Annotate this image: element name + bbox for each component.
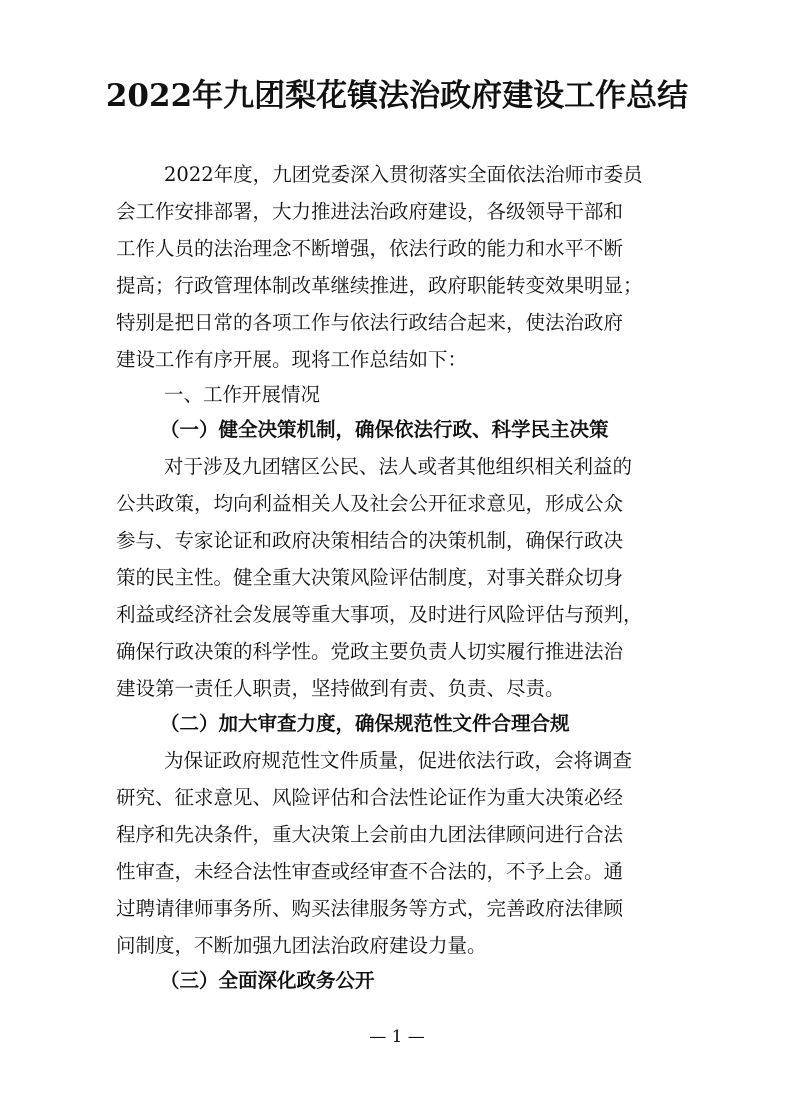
sub2-line-4: 性审查，未经合法性审查或经审查不合法的，不予上会。通 — [116, 860, 624, 883]
intro-line-3: 工作人员的法治理念不断增强，依法行政的能力和水平不断 — [116, 237, 624, 260]
intro-line-6: 建设工作有序开展。现将工作总结如下： — [116, 348, 468, 371]
intro-line-5: 特别是把日常的各项工作与依法行政结合起来，使法治政府 — [116, 311, 624, 334]
document-title: 2022年九团梨花镇法治政府建设工作总结 — [105, 78, 689, 114]
sub2-line-1: 为保证政府规范性文件质量，促进依法行政，会将调查 — [164, 749, 633, 772]
subsection-heading-3: （三）全面深化政务公开 — [160, 969, 375, 992]
sub2-line-3: 程序和先决条件，重大决策上会前由九团法律顾问进行合法 — [116, 823, 624, 846]
sub2-line-5: 过聘请律师事务所、购买法律服务等方式，完善政府法律顾 — [116, 897, 624, 920]
sub1-line-4: 策的民主性。健全重大决策风险评估制度，对事关群众切身 — [116, 566, 624, 589]
sub1-line-2: 公共政策，均向利益相关人及社会公开征求意见，形成公众 — [116, 492, 624, 515]
section-heading-1: 一、工作开展情况 — [164, 383, 321, 406]
sub1-line-6: 确保行政决策的科学性。党政主要负责人切实履行推进法治 — [116, 640, 624, 663]
sub1-line-3: 参与、专家论证和政府决策相结合的决策机制，确保行政决 — [116, 529, 624, 552]
sub1-line-5: 利益或经济社会发展等重大事项，及时进行风险评估与预判， — [116, 603, 643, 626]
intro-line-1: 2022年度，九团党委深入贯彻落实全面依法治师市委员 — [164, 163, 643, 186]
intro-line-2: 会工作安排部署，大力推进法治政府建设，各级领导干部和 — [116, 200, 624, 223]
page-number: — 1 — — [369, 1027, 425, 1047]
subsection-heading-2: （二）加大审查力度，确保规范性文件合理合规 — [160, 712, 570, 735]
sub1-line-7: 建设第一责任人职责，坚持做到有责、负责、尽责。 — [116, 677, 565, 700]
intro-line-4: 提高；行政管理体制改革继续推进，政府职能转变效果明显； — [116, 274, 643, 297]
sub2-line-2: 研究、征求意见、风险评估和合法性论证作为重大决策必经 — [116, 786, 624, 809]
subsection-heading-1: （一）健全决策机制，确保依法行政、科学民主决策 — [160, 418, 609, 441]
sub2-line-6: 问制度，不断加强九团法治政府建设力量。 — [116, 934, 487, 957]
sub1-line-1: 对于涉及九团辖区公民、法人或者其他组织相关利益的 — [164, 455, 633, 478]
